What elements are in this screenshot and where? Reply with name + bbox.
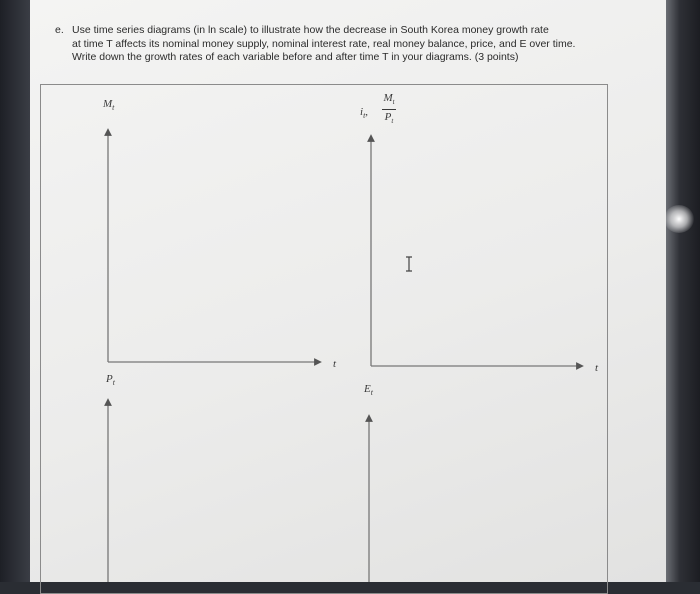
question-line-3: Write down the growth rates of each variable before and after time T in your diagrams. (3 points) <box>72 51 519 64</box>
bottom-right-y-label: $E_t$ <box>364 383 373 398</box>
bottom-left-y-label: $P_t$ <box>106 373 115 388</box>
question-line-2: at time T affects its nominal money supply, nominal interest rate, real money balance, price, and E over time. <box>72 37 576 50</box>
top-right-x-label: t <box>595 362 599 374</box>
text-cursor-icon <box>404 256 414 272</box>
question-label: e. <box>55 24 64 36</box>
top-left-x-label: t <box>333 358 337 370</box>
question-line-1: Use time series diagrams (in ln scale) to illustrate how the decrease in South Korea money growth rate <box>72 24 549 36</box>
top-right-y-label-real-money: $M_t$ $P_t$ <box>383 92 395 126</box>
top-left-y-label: $M_t$ <box>103 98 115 113</box>
top-right-y-label-interest: $i_t$, <box>360 106 369 121</box>
